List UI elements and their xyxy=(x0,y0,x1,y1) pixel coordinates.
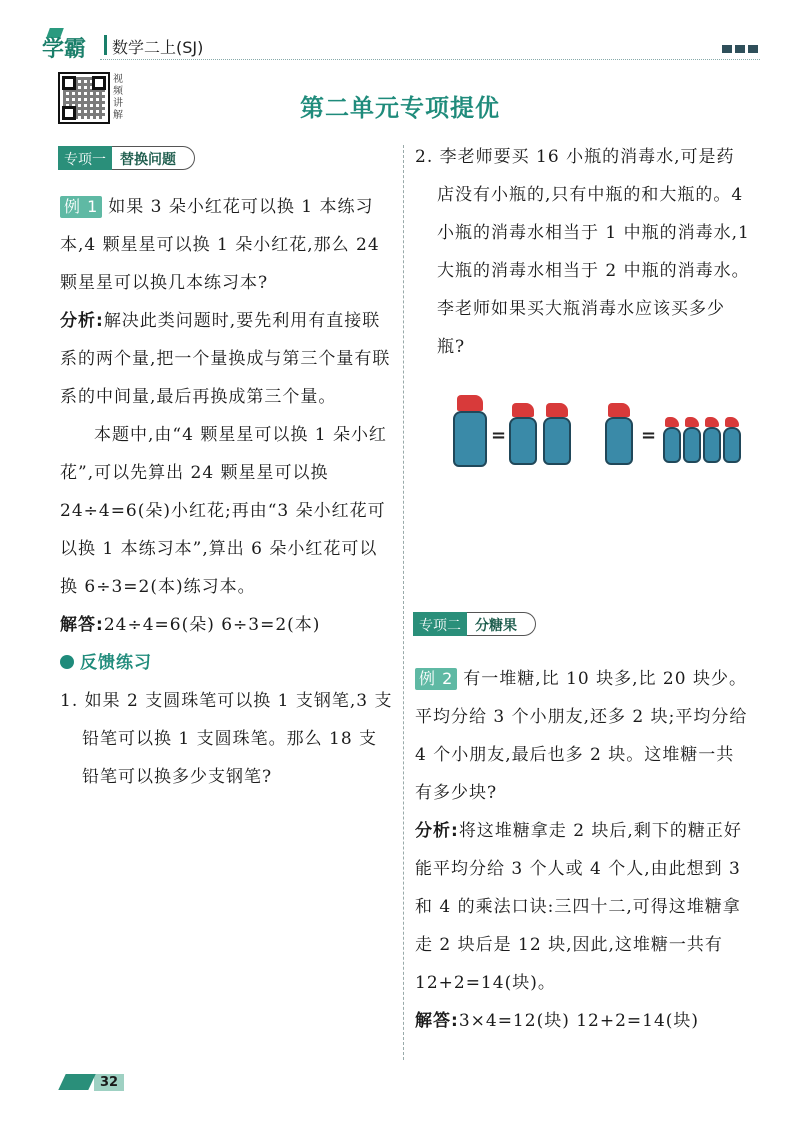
question2 xyxy=(415,138,750,366)
page-number-badge xyxy=(62,1072,124,1092)
feedback-arrow-icon xyxy=(60,655,74,669)
feedback-heading xyxy=(60,644,395,682)
page-number: 32 xyxy=(94,1074,124,1091)
right-column-section2 xyxy=(415,660,750,1040)
question2-text: 2. 李老师要买 16 小瓶的消毒水,可是药店没有小瓶的,只有中瓶的和大瓶的。4 小瓶的消毒水相当于 1 中瓶的消毒水,1 大瓶的消毒水相当于 2 中瓶的消毒水。李老师如果买大瓶消毒水应该买多少瓶? xyxy=(415,147,750,357)
example2-text: 有一堆糖,比 10 块多,比 20 块少。平均分给 3 个小朋友,还多 2 块;平均分给 4 个小朋友,最后也多 2 块。这堆糖一共有多少块? xyxy=(415,669,748,803)
bottle-illustration xyxy=(445,395,745,475)
header-decoration xyxy=(722,45,758,53)
answer2 xyxy=(415,1002,750,1040)
example1-text: 如果 3 朵小红花可以换 1 本练习本,4 颗星星可以换 1 朵小红花,那么 24 颗星星可以换几本练习本? xyxy=(60,197,380,293)
example1-label: 例 1 xyxy=(60,196,102,218)
section2-tag-name: 分糖果 xyxy=(467,612,536,636)
feedback-title: 反馈练习 xyxy=(80,653,152,673)
equals-sign-2: = xyxy=(641,425,657,446)
book-title: 数学二上(SJ) xyxy=(112,38,204,57)
answer1-text: 24÷4=6(朵) 6÷3=2(本) xyxy=(103,615,321,635)
qr-label: 视频讲解 xyxy=(113,74,123,121)
answer1 xyxy=(60,606,395,644)
analysis1-para2: 本题中,由“4 颗星星可以换 1 朵小红花”,可以先算出 24 颗星星可以换 24÷4=6(朵)小红花;再由“3 朵小红花可以换 1 本练习本”,算出 6 朵小红花可以换 6÷3=2(本)练习本。 xyxy=(60,425,387,597)
section1-tag-number: 专项一 xyxy=(58,146,112,170)
analysis2-label: 分析: xyxy=(415,821,459,841)
analysis2 xyxy=(415,812,750,1002)
analysis1 xyxy=(60,302,395,416)
answer2-label: 解答: xyxy=(415,1011,459,1031)
header-rule xyxy=(100,59,760,60)
column-divider xyxy=(403,145,404,1060)
section1-tag-name: 替换问题 xyxy=(112,146,195,170)
pencil-icon xyxy=(58,1074,95,1090)
example2-label: 例 2 xyxy=(415,668,457,690)
section2-tag-number: 专项二 xyxy=(413,612,467,636)
analysis1-label: 分析: xyxy=(60,311,104,331)
brand-name: 学霸 xyxy=(42,37,87,62)
equals-sign-1: = xyxy=(491,425,507,446)
question1: 1. 如果 2 支圆珠笔可以换 1 支钢笔,3 支铅笔可以换 1 支圆珠笔。那么 18 支铅笔可以换多少支钢笔? xyxy=(60,691,393,787)
example1 xyxy=(60,188,395,302)
answer1-label: 解答: xyxy=(60,615,104,635)
left-column xyxy=(60,188,395,796)
example2 xyxy=(415,660,750,812)
header-separator xyxy=(104,35,107,55)
analysis2-text: 将这堆糖拿走 2 块后,剩下的糖正好能平均分给 3 个人或 4 个人,由此想到 3 和 4 的乘法口诀:三四十二,可得这堆糖拿走 2 块后是 12 块,因此,这堆糖一共有 12+2=14(块)。 xyxy=(415,821,742,993)
page-title: 第二单元专项提优 xyxy=(300,94,500,122)
section1-tag xyxy=(58,146,195,170)
section2-tag xyxy=(413,612,536,636)
page-header xyxy=(42,32,760,62)
analysis1-text: 解决此类问题时,要先利用有直接联系的两个量,把一个量换成与第三个量有联系的中间量,最后再换成第三个量。 xyxy=(60,311,391,407)
answer2-text: 3×4=12(块) 12+2=14(块) xyxy=(458,1011,700,1031)
